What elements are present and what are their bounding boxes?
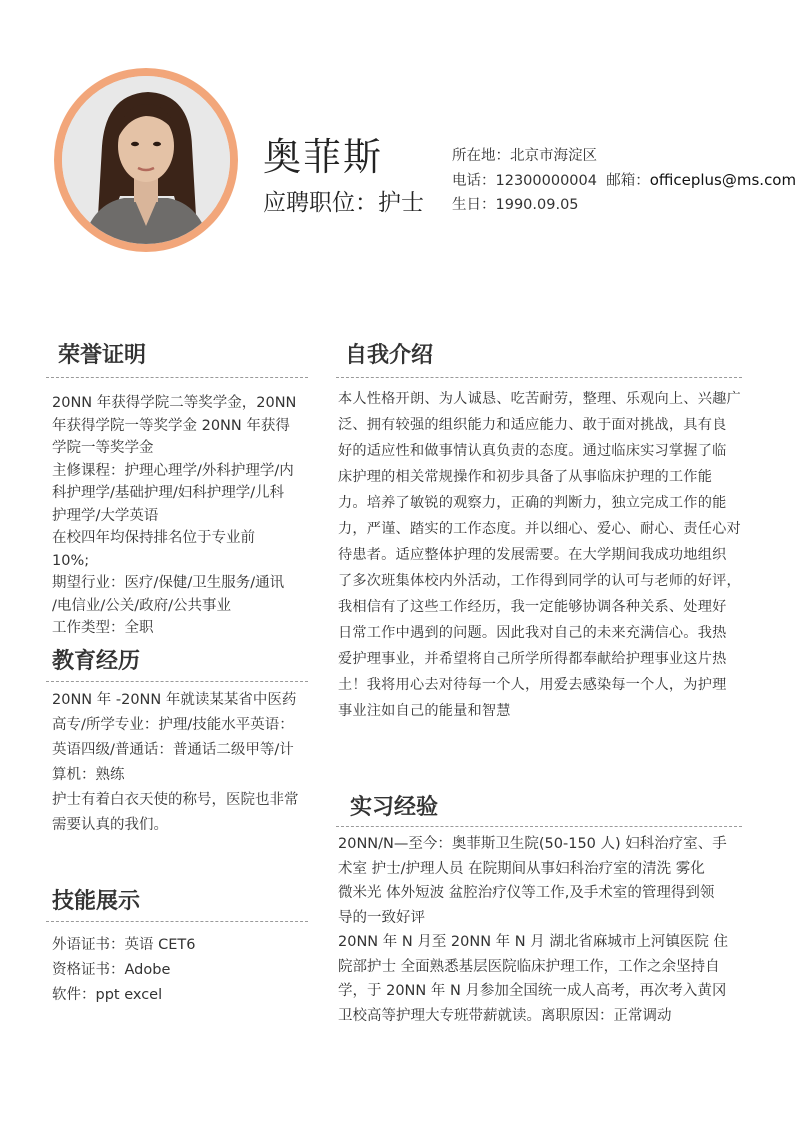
intro-line: 本人性格开朗、为人诚恳、吃苦耐劳，整理、乐观向上、兴趣广 xyxy=(338,391,741,407)
resume-header xyxy=(0,0,800,280)
education-line: 高专/所学专业：护理/技能水平英语： xyxy=(52,717,294,733)
internship-line: 20NN/N—至今：奥菲斯卫生院(50-150 人) 妇科治疗室、手 xyxy=(338,836,727,852)
candidate-name: 奥菲斯 xyxy=(263,135,384,179)
education-line: 20NN 年 -20NN 年就读某某省中医药 xyxy=(52,692,297,708)
skills-line: 软件：ppt excel xyxy=(52,987,163,1003)
avatar-frame xyxy=(54,68,238,252)
internship-divider xyxy=(336,826,742,827)
intro-divider xyxy=(336,377,742,378)
intro-line: 事业注如自己的能量和智慧 xyxy=(338,703,511,719)
honors-line: 护理学/大学英语 xyxy=(52,507,159,524)
honors-line: 10%; xyxy=(52,552,90,569)
honors-line: 年获得学院一等奖学金 20NN 年获得 xyxy=(52,417,290,434)
honors-line: 学院一等奖学金 xyxy=(52,440,154,456)
honors-line: /电信业/公关/政府/公共事业 xyxy=(52,597,232,614)
email-label: 邮箱： xyxy=(606,173,650,189)
honors-line: 期望行业：医疗/保健/卫生服务/通讯 xyxy=(52,575,285,591)
honors-body xyxy=(52,392,308,640)
honors-line: 20NN 年获得学院二等奖学金，20NN xyxy=(52,395,297,411)
honors-line: 在校四年均保持排名位于专业前 xyxy=(52,530,255,546)
phone-text: 电话：12300000004 xyxy=(452,173,597,189)
intro-line: 床护理的相关常规操作和初步具备了从事临床护理的工作能 xyxy=(338,469,713,485)
internship-line: 学，于 20NN 年 N 月参加全国统一成人高考，再次考入黄冈 xyxy=(338,983,727,999)
honors-title: 荣誉证明 xyxy=(58,343,147,368)
intro-line: 力。培养了敏锐的观察力，正确的判断力，独立完成工作的能 xyxy=(338,495,727,511)
internship-title: 实习经验 xyxy=(350,795,439,820)
skills-body xyxy=(52,933,308,1008)
internship-line: 院部护士 全面熟悉基层医院临床护理工作，工作之余坚持自 xyxy=(338,958,720,975)
contact-line xyxy=(452,169,796,190)
intro-title: 自我介绍 xyxy=(345,343,434,368)
skills-title: 技能展示 xyxy=(52,889,141,914)
education-line: 需要认真的我们。 xyxy=(52,817,168,833)
internship-body xyxy=(338,832,750,1028)
intro-line: 日常工作中遇到的问题。因此我对自己的未来充满信心。我热 xyxy=(338,625,727,641)
location-text: 所在地：北京市海淀区 xyxy=(452,148,597,164)
intro-line: 待患者。适应整体护理的发展需要。在大学期间我成功地组织 xyxy=(338,547,727,563)
education-title: 教育经历 xyxy=(52,649,141,674)
skills-line: 外语证书：英语 CET6 xyxy=(52,937,196,953)
education-line: 英语四级/普通话：普通话二级甲等/计 xyxy=(52,742,294,758)
intro-line: 好的适应性和做事情认真负责的态度。通过临床实习掌握了临 xyxy=(338,443,727,459)
education-line: 算机：熟练 xyxy=(52,767,125,783)
education-divider xyxy=(46,681,308,682)
intro-line: 爱护理事业，并希望将自己所学所得都奉献给护理事业这片热 xyxy=(338,651,727,667)
education-body xyxy=(52,688,308,838)
intro-body xyxy=(338,386,750,724)
honors-line: 主修课程：护理心理学/外科护理学/内 xyxy=(52,462,294,479)
internship-line: 导的一致好评 xyxy=(338,909,425,926)
honors-line: 工作类型：全职 xyxy=(52,620,154,636)
portrait-photo xyxy=(62,76,230,244)
skills-line: 资格证书：Adobe xyxy=(52,962,171,978)
intro-line: 泛、拥有较强的组织能力和适应能力、敢于面对挑战，具有良 xyxy=(338,417,727,433)
education-line: 护士有着白衣天使的称号，医院也非常 xyxy=(52,792,299,808)
internship-line: 卫校高等护理大专班带薪就读。离职原因：正常调动 xyxy=(338,1007,672,1024)
birth-text: 生日：1990.09.05 xyxy=(452,197,579,213)
internship-line: 20NN 年 N 月至 20NN 年 N 月 湖北省麻城市上河镇医院 住 xyxy=(338,934,728,950)
skills-divider xyxy=(46,921,308,922)
intro-line: 力，严谨、踏实的工作态度。并以细心、爱心、耐心、责任心对 xyxy=(338,521,741,537)
intro-line: 土！我将用心去对待每一个人，用爱去感染每一个人，为护理 xyxy=(338,677,727,693)
honors-divider xyxy=(46,377,308,378)
applied-position: 应聘职位：护士 xyxy=(263,190,424,216)
honors-line: 科护理学/基础护理/妇科护理学/儿科 xyxy=(52,485,285,501)
internship-line: 术室 护士/护理人员 在院期间从事妇科治疗室的清洗 雾化 xyxy=(338,860,705,877)
avatar xyxy=(62,76,230,244)
email-text: officeplus@ms.com xyxy=(649,171,797,189)
intro-line: 了多次班集体校内外活动，工作得到同学的认可与老师的好评， xyxy=(338,573,741,589)
intro-line: 我相信有了这些工作经历，我一定能够协调各种关系、处理好 xyxy=(338,599,727,615)
internship-line: 微米光 体外短波 盆腔治疗仪等工作,及手术室的管理得到领 xyxy=(338,885,715,901)
